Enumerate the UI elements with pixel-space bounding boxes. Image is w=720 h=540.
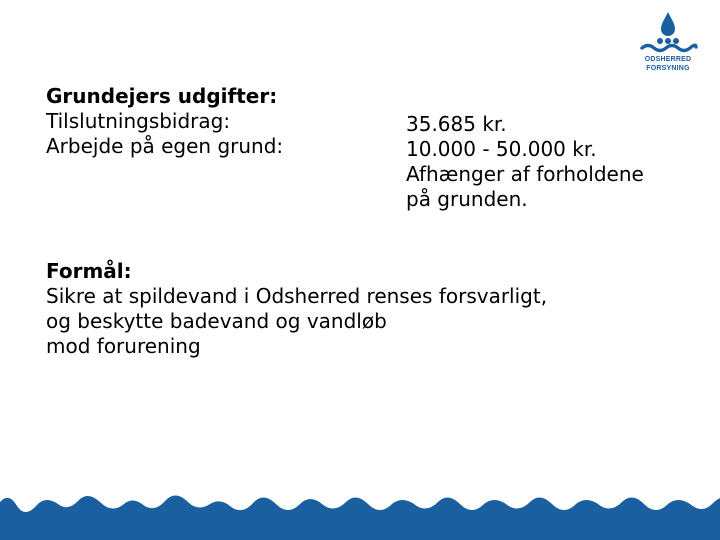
cost-note-line-1: Afhænger af forholdene — [406, 162, 644, 186]
costs-values — [406, 112, 644, 212]
water-drop-waves-icon — [636, 10, 700, 56]
purpose-heading: Formål: — [46, 259, 132, 283]
purpose-line-1: Sikre at spildevand i Odsherred renses forsvarligt, — [46, 284, 548, 308]
logo-line1: ODSHERRED — [644, 56, 692, 63]
purpose-line-3: mod forurening — [46, 334, 201, 358]
cost-note-line-2: på grunden. — [406, 187, 528, 211]
cost-label-own-ground: Arbejde på egen grund: — [46, 134, 284, 158]
cost-label-connection: Tilslutningsbidrag: — [46, 109, 231, 133]
costs-labels — [46, 84, 283, 159]
odsherred-forsyning-logo — [636, 10, 700, 78]
costs-heading: Grundejers udgifter: — [46, 84, 278, 108]
cost-value-own-ground: 10.000 - 50.000 kr. — [406, 137, 597, 161]
cost-value-connection: 35.685 kr. — [406, 112, 507, 136]
wave-decoration — [0, 490, 720, 540]
purpose-section — [46, 259, 547, 359]
logo-line2: FORSYNING — [646, 65, 690, 72]
purpose-line-2: og beskytte badevand og vandløb — [46, 309, 387, 333]
